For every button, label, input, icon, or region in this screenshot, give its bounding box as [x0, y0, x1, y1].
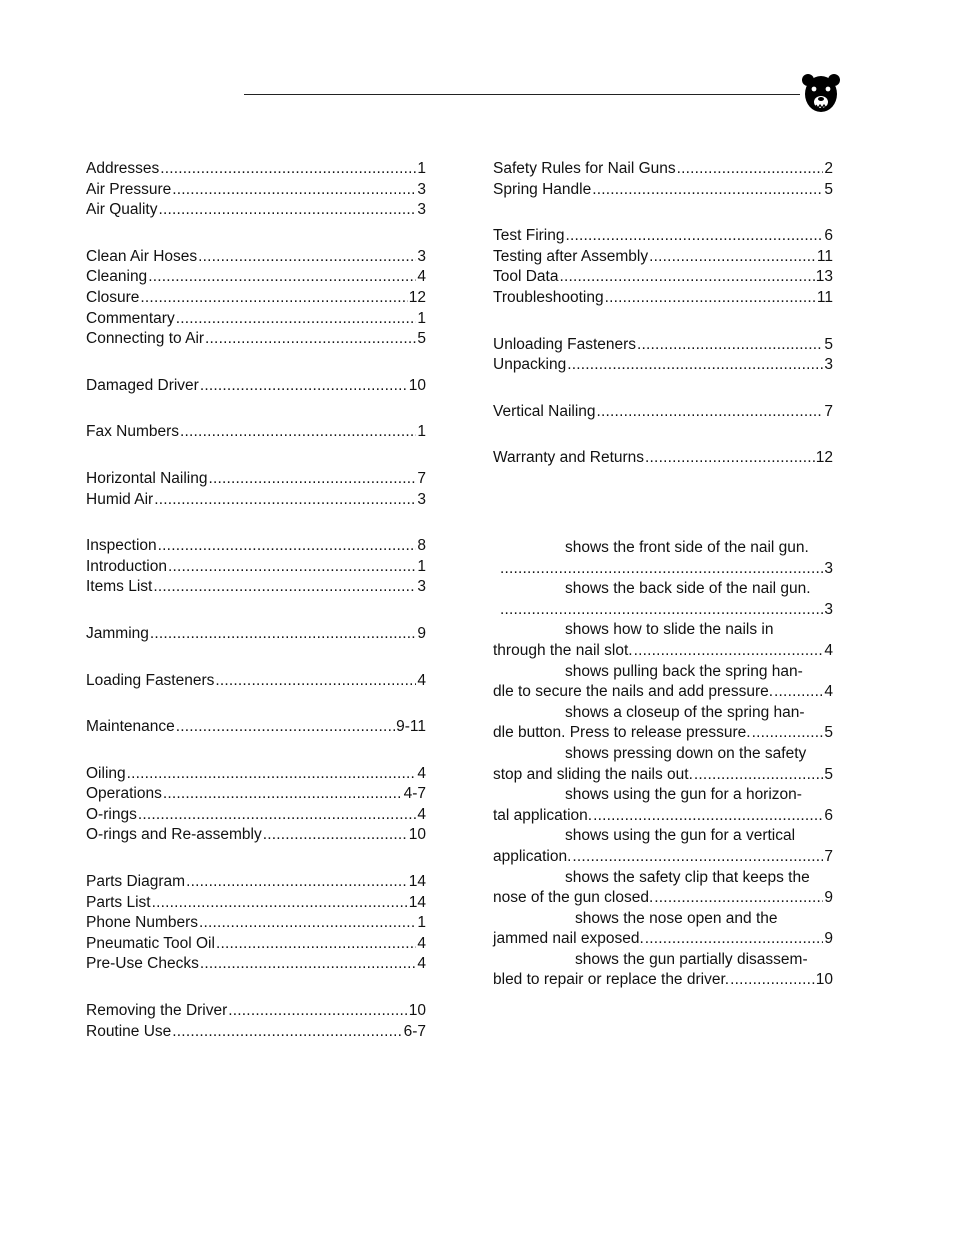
index-entry [86, 764, 426, 785]
index-entry [86, 376, 426, 397]
figure-line [493, 600, 833, 621]
index-term: O-rings [86, 805, 137, 823]
header-rule [244, 94, 800, 95]
index-group [493, 335, 833, 376]
figure-list [493, 538, 843, 991]
figure-line [493, 847, 833, 868]
dot-leader [605, 288, 816, 309]
dot-leader [567, 355, 823, 376]
index-term: Warranty and Returns [493, 449, 645, 467]
index-entry [493, 267, 833, 288]
page-number: 3 [417, 180, 426, 198]
dot-leader [216, 934, 416, 955]
index-term: Addresses [86, 160, 160, 177]
page-number: 6 [824, 806, 833, 824]
index-entry [86, 1022, 426, 1043]
dot-leader [168, 557, 416, 578]
page-number: 3 [824, 600, 833, 618]
index-group [86, 671, 426, 692]
figure-line [493, 970, 833, 991]
dot-leader [153, 577, 416, 598]
dot-leader [730, 970, 815, 991]
dot-leader [208, 469, 416, 490]
index-term: Introduction [86, 557, 167, 575]
figure-line [493, 765, 833, 786]
page-number: 7 [824, 847, 833, 865]
figure-entry [493, 868, 843, 909]
figure-description: shows how to slide the nails in [565, 621, 774, 639]
page-number: 10 [815, 971, 833, 989]
dot-leader [597, 402, 824, 423]
index-entry [86, 557, 426, 578]
figure-description-continued: through the nail slot. [493, 641, 633, 659]
index-term: Fax Numbers [86, 423, 180, 441]
dot-leader [645, 448, 815, 469]
figure-description-continued: stop and sliding the nails out. [493, 765, 693, 783]
index-term: Troubleshooting [493, 288, 604, 306]
index-entry [86, 490, 426, 511]
index-group [86, 624, 426, 645]
dot-leader [752, 723, 824, 744]
dot-leader [159, 200, 417, 221]
index-term: Phone Numbers [86, 914, 199, 932]
dot-leader [649, 247, 816, 268]
index-entry [86, 624, 426, 645]
figure-description-continued: dle to secure the nails and add pressure. [493, 683, 774, 701]
page-number: 6 [824, 227, 833, 245]
index-term: Maintenance [86, 718, 175, 736]
index-entry [493, 247, 833, 268]
dot-leader [186, 872, 408, 893]
page-number: 4 [417, 268, 426, 286]
figure-description: shows the safety clip that keeps the [565, 868, 810, 886]
dot-leader [637, 335, 823, 356]
figure-entry [493, 620, 843, 661]
index-entry [86, 577, 426, 598]
page-number: 7 [417, 469, 426, 487]
index-term: Tool Data [493, 268, 559, 286]
index-group [493, 159, 833, 200]
index-term: Unloading Fasteners [493, 335, 637, 353]
page-number: 1 [417, 160, 426, 177]
index-entry [86, 934, 426, 955]
index-entry [493, 226, 833, 247]
figure-line [493, 682, 833, 703]
page-number: 11 [816, 288, 833, 306]
page-number: 7 [824, 402, 833, 420]
figure-description: shows a closeup of the spring han- [565, 703, 805, 721]
dot-leader [774, 682, 823, 703]
index-term: Inspection [86, 537, 157, 555]
dot-leader [592, 180, 823, 201]
page-number: 3 [417, 247, 426, 265]
index-entry [86, 309, 426, 330]
index-column-right [493, 159, 833, 495]
page-number: 4 [417, 805, 426, 823]
dot-leader [180, 422, 416, 443]
dot-leader [138, 805, 417, 826]
dot-leader [263, 825, 408, 846]
index-group [86, 422, 426, 443]
dot-leader [677, 159, 824, 180]
page-number: 4 [417, 934, 426, 952]
page-number: 4-7 [403, 785, 426, 803]
index-term: Spring Handle [493, 180, 592, 198]
index-group [86, 872, 426, 975]
figure-description-continued: dle button. Press to release pressure. [493, 724, 751, 742]
index-term: Items List [86, 578, 153, 596]
dot-leader [500, 559, 823, 580]
page-number: 12 [408, 288, 426, 306]
page-number: 3 [417, 201, 426, 219]
page-number: 3 [824, 559, 833, 577]
dot-leader [199, 913, 416, 934]
figure-description: shows using the gun for a horizon- [565, 786, 802, 804]
index-term: Commentary [86, 309, 175, 327]
figure-entry [493, 909, 843, 950]
figure-description-continued: jammed nail exposed. [493, 930, 644, 948]
index-entry [86, 825, 426, 846]
dot-leader [572, 847, 823, 868]
figure-line [493, 559, 833, 580]
dot-leader [500, 600, 823, 621]
index-group [86, 247, 426, 350]
index-entry [86, 247, 426, 268]
dot-leader [150, 624, 416, 645]
index-term: Horizontal Nailing [86, 469, 208, 487]
page-number: 3 [417, 578, 426, 596]
dot-leader [160, 159, 416, 180]
page-number: 5 [824, 765, 833, 783]
index-group [86, 1001, 426, 1042]
figure-description: shows the nose open and the [575, 909, 778, 927]
index-entry [86, 536, 426, 557]
index-entry [86, 717, 426, 738]
page-number: 9 [417, 624, 426, 642]
index-term: Parts Diagram [86, 873, 186, 891]
index-group [86, 764, 426, 846]
dot-leader [163, 784, 403, 805]
index-term: Parts List [86, 893, 151, 911]
index-term: Humid Air [86, 490, 154, 508]
index-group [86, 536, 426, 598]
page-number: 9 [824, 930, 833, 948]
page-number: 9 [824, 889, 833, 907]
page-number: 4 [417, 671, 426, 689]
figure-line [493, 641, 833, 662]
index-entry [493, 335, 833, 356]
figure-entry [493, 579, 843, 620]
index-entry [493, 448, 833, 469]
dot-leader [176, 717, 395, 738]
index-group [493, 402, 833, 423]
page-number: 10 [408, 1002, 426, 1020]
index-term: Test Firing [493, 227, 565, 245]
index-term: Clean Air Hoses [86, 247, 198, 265]
page-number: 5 [824, 180, 833, 198]
page-number: 1 [417, 557, 426, 575]
page-number: 10 [408, 376, 426, 394]
page-number: 5 [824, 335, 833, 353]
page-number: 3 [417, 490, 426, 508]
dot-leader [152, 893, 408, 914]
dot-leader [176, 309, 417, 330]
index-group [493, 226, 833, 308]
index-term: Pre-Use Checks [86, 955, 199, 973]
page-number: 13 [815, 268, 833, 286]
page-number: 1 [417, 309, 426, 327]
dot-leader [172, 180, 416, 201]
index-term: Pneumatic Tool Oil [86, 934, 215, 952]
figure-line [493, 806, 833, 827]
figure-entry [493, 538, 843, 579]
page-number: 8 [417, 537, 426, 555]
page-number: 11 [816, 247, 833, 265]
index-term: Testing after Assembly [493, 247, 649, 265]
index-entry [493, 402, 833, 423]
page-number: 4 [824, 683, 833, 701]
index-entry [493, 288, 833, 309]
dot-leader [200, 376, 408, 397]
index-group [493, 448, 833, 469]
page-number: 1 [417, 914, 426, 932]
index-column-left [86, 159, 426, 1068]
index-term: Damaged Driver [86, 376, 199, 394]
figure-description-continued: bled to repair or replace the driver. [493, 971, 730, 989]
index-entry [493, 159, 833, 180]
figure-description-continued: application. [493, 847, 572, 865]
dot-leader [154, 490, 416, 511]
dot-leader [228, 1001, 407, 1022]
page-number: 4 [417, 955, 426, 973]
index-entry [86, 671, 426, 692]
figure-description: shows pulling back the spring han- [565, 662, 803, 680]
index-group [86, 376, 426, 397]
index-group [86, 717, 426, 738]
figure-entry [493, 744, 843, 785]
index-term: Jamming [86, 624, 149, 642]
index-entry [86, 784, 426, 805]
dot-leader [593, 806, 823, 827]
index-term: Routine Use [86, 1022, 172, 1040]
dot-leader [140, 288, 407, 309]
dot-leader [127, 764, 417, 785]
page-number: 4 [824, 641, 833, 659]
index-group [86, 469, 426, 510]
figure-entry [493, 703, 843, 744]
index-term: Operations [86, 785, 162, 803]
dot-leader [158, 536, 417, 557]
dot-leader [215, 671, 416, 692]
index-group [86, 159, 426, 221]
page-number: 5 [417, 330, 426, 348]
index-entry [86, 913, 426, 934]
figure-description: shows the back side of the nail gun. [565, 580, 811, 598]
index-term: Unpacking [493, 356, 567, 374]
figure-description: shows using the gun for a vertical [565, 827, 796, 845]
index-entry [86, 329, 426, 350]
dot-leader [172, 1022, 402, 1043]
page-number: 12 [815, 449, 833, 467]
index-entry [86, 805, 426, 826]
figure-line [493, 723, 833, 744]
page-number: 6-7 [403, 1022, 426, 1040]
figure-description: shows the front side of the nail gun. [565, 539, 809, 556]
index-term: Oiling [86, 764, 126, 782]
index-term: Closure [86, 288, 140, 306]
dot-leader [205, 329, 416, 350]
figure-entry [493, 662, 843, 703]
figure-description-continued: tal application. [493, 806, 593, 824]
figure-description-continued: nose of the gun closed. [493, 889, 654, 907]
index-entry [493, 180, 833, 201]
figure-entry [493, 826, 843, 867]
index-term: Removing the Driver [86, 1002, 228, 1020]
index-term: Safety Rules for Nail Guns [493, 160, 676, 177]
page-number: 14 [408, 893, 426, 911]
page-number: 2 [824, 160, 833, 177]
figure-description: shows pressing down on the safety [565, 744, 807, 762]
page-number: 10 [408, 826, 426, 844]
index-entry [86, 469, 426, 490]
dot-leader [694, 765, 823, 786]
index-term: Vertical Nailing [493, 402, 596, 420]
index-entry [493, 355, 833, 376]
figure-line [493, 888, 833, 909]
figure-entry [493, 950, 843, 991]
page-number: 5 [824, 724, 833, 742]
bear-head-icon [801, 72, 841, 114]
figure-line [493, 929, 833, 950]
dot-leader [198, 247, 416, 268]
dot-leader [559, 267, 814, 288]
dot-leader [634, 641, 824, 662]
index-entry [86, 267, 426, 288]
index-term: Loading Fasteners [86, 671, 215, 689]
index-entry [86, 159, 426, 180]
dot-leader [566, 226, 824, 247]
dot-leader [645, 929, 824, 950]
index-term: Air Pressure [86, 180, 172, 198]
index-entry [86, 422, 426, 443]
index-entry [86, 872, 426, 893]
page-number: 1 [417, 423, 426, 441]
page-number: 3 [824, 356, 833, 374]
index-term: Connecting to Air [86, 330, 205, 348]
dot-leader [200, 954, 417, 975]
figure-entry [493, 785, 843, 826]
index-entry [86, 954, 426, 975]
index-entry [86, 288, 426, 309]
page-number: 9-11 [396, 718, 426, 736]
page-number: 4 [417, 764, 426, 782]
index-term: Air Quality [86, 201, 158, 219]
index-entry [86, 180, 426, 201]
figure-description: shows the gun partially disassem- [575, 950, 808, 968]
index-entry [86, 200, 426, 221]
dot-leader [148, 267, 416, 288]
dot-leader [654, 888, 823, 909]
index-term: Cleaning [86, 268, 148, 286]
index-entry [86, 893, 426, 914]
index-term: O-rings and Re-assembly [86, 826, 262, 844]
index-entry [86, 1001, 426, 1022]
page-number: 14 [408, 873, 426, 891]
